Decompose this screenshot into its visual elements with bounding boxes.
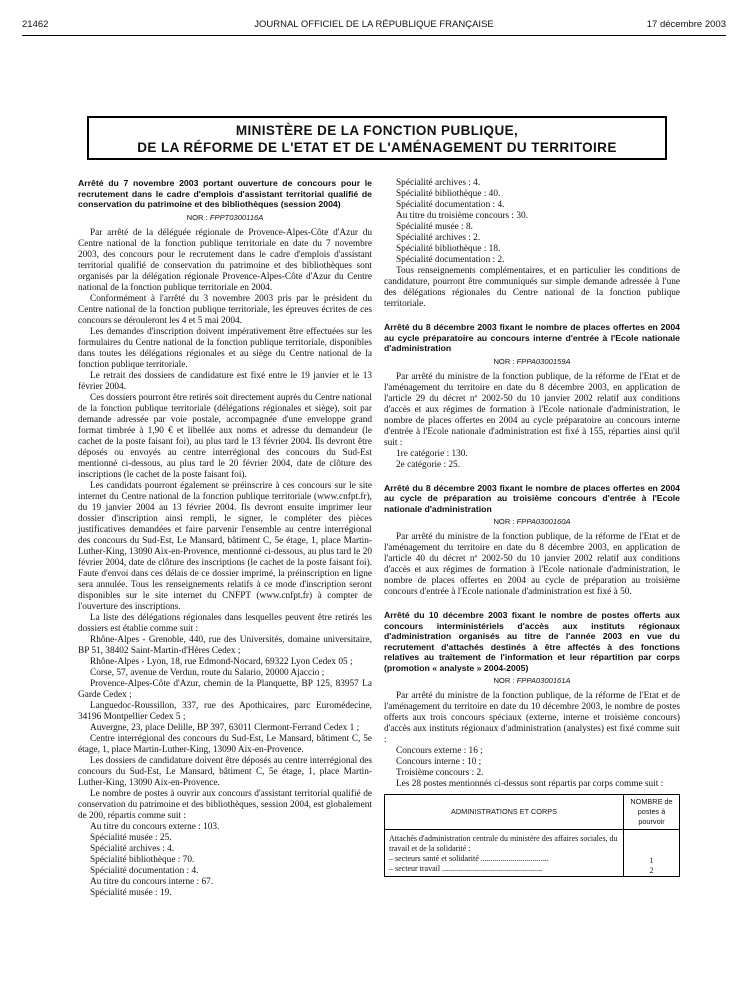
journal-title: JOURNAL OFFICIEL DE LA RÉPUBLIQUE FRANÇAISE [254,19,494,30]
nor-label: NOR : [186,212,210,222]
table-header-posts: NOMBRE de postes à pourvoir [624,795,680,830]
paragraph: Par arrêté du ministre de la fonction publique, de la réforme de l'Etat et de l'aménagement du territoire en date du 8 décembre 2003, en application de l'article 29 du décret nº 2002-50 du 10 janvier 2002 relatif aux conditions d'accès et aux régimes de formation à l'Ecole nationale d'administration, le nombre de places offertes en 2004 au cycle préparatoire au concours interne d'entrée à l'Ecole nationale d'administration est fixé à 155, réparties ainsi qu'il suit : [384,371,680,448]
paragraph: Tous renseignements complémentaires, et en particulier les conditions de candidature, pourront être communiqués sur simple demande adressée à l'une des délégations régionales du Centre national de la fonction publique territoriale. [384,266,680,309]
allocation-line: Spécialité archives : 4. [396,178,481,188]
paragraph: Par arrêté du ministre de la fonction publique, de la réforme de l'Etat et de l'aménagement du territoire en date du 10 décembre 2003, le nombre de postes offerts aux trois concours spéciaux (externe, interne et troisième concours) d'accès aux instituts régionaux d'administration (analystes) est fixé comme suit : [384,691,680,745]
table-cell-corps [385,830,624,877]
paragraph: Les 28 postes mentionnés ci-dessus sont répartis par corps comme suit : [396,779,664,789]
allocation-line: Spécialité bibliothèque : 18. [396,244,501,254]
article-title: Arrêté du 8 décembre 2003 fixant le nombre de places offertes en 2004 au cycle préparatoire au concours interne d'entrée à l'Ecole nationale d'administration [384,322,680,353]
allocation-line: Spécialité bibliothèque : 70. [90,854,195,865]
allocation-line: Spécialité musée : 8. [396,222,473,232]
paragraph: Par arrêté du ministre de la fonction publique, de la réforme de l'Etat et de l'aménagement du territoire en date du 8 décembre 2003, en application de l'article 40 du décret nº 2002-50 du 10 janvier 2002 relatif aux conditions d'accès et aux régimes de formation à l'Ecole nationale d'administration, le nombre de places offertes en 2004 au cycle de préparation au troisième concours d'entrée à l'Ecole nationale d'administration est fixé à 50. [384,532,680,597]
nor-reference [384,516,680,527]
row-intro: Attachés d'administration centrale du ministère des affaires sociales, du travail et de la solidarité : [389,834,618,853]
allocation-line: Spécialité archives : 2. [396,233,481,243]
paragraph: Le nombre de postes à ouvrir aux concours d'assistant territorial qualifié de conservation du patrimoine et des bibliothèques, session 2004, est globalement de 200, répartis comme suit : [78,788,372,821]
row-value: 1 [649,856,654,865]
paragraph: Corse, 57, avenue de Verdun, route du Salario, 20000 Ajaccio ; [90,667,325,678]
ministry-heading [87,116,667,160]
allocation-line: Spécialité documentation : 4. [90,865,199,876]
allocation-line: Au titre du troisième concours : 30. [396,211,528,221]
table-cell-count [624,830,680,877]
paragraph: Centre interrégional des concours du Sud-Est, Le Mansard, bâtiment C, 5e étage, 1, place Martin-Luther-King, 13090 Aix-en-Provence. [78,733,372,755]
allocation-line: Au titre du concours externe : 103. [90,821,220,832]
allocation-line: Au titre du concours interne : 67. [90,876,214,887]
ministry-line-1: MINISTÈRE DE LA FONCTION PUBLIQUE, [235,123,519,138]
nor-label: NOR : [493,676,517,685]
paragraph: La liste des délégations régionales dans lesquelles peuvent être retirés les dossiers est établie comme suit : [78,612,372,634]
nor-reference [384,675,680,686]
allocation-line: Spécialité documentation : 4. [396,200,505,210]
issue-date: 17 décembre 2003 [646,19,726,30]
header-rule [22,35,726,36]
nor-code: FPPT0300116A [209,212,264,222]
allocation-line: Spécialité archives : 4. [90,843,175,854]
nor-reference [78,212,372,223]
left-column [78,178,372,899]
allocation-line: Spécialité bibliothèque : 40. [396,189,501,199]
concours-line: Troisième concours : 2. [396,768,484,778]
paragraph: Rhône-Alpes - Grenoble, 440, rue des Universités, domaine universitaire, BP 51, 38402 Saint-Martin-d'Hères Cedex ; [78,634,372,656]
row-label: – secteurs santé et solidarité .................................. [389,854,549,863]
nor-label: NOR : [493,517,517,526]
paragraph: Provence-Alpes-Côte d'Azur, chemin de la Planquette, BP 125, 83957 La Garde Cedex ; [78,678,372,700]
paragraph: Rhône-Alpes - Lyon, 18, rue Edmond-Nocard, 69322 Lyon Cedex 05 ; [90,656,353,667]
row-value: 2 [649,866,654,875]
paragraph: Ces dossiers pourront être retirés soit directement auprès du Centre national de la fonction publique territoriale (délégations régionales et siège), soit par demande adressée par voie postale, accompagnée d'une enveloppe grand format timbrée à 1,90 € et libellée aux noms et adresse du demandeur (le cachet de la poste faisant foi), au plus tard le 13 février 2004. Ils devront être déposés ou envoyés au centre interrégional des concours du Sud-Est mentionné ci-dessous, au plus tard le 20 février 2004, date de clôture des inscriptions (le cachet de la poste faisant foi). [78,392,372,480]
nor-code: FPPA0300159A [516,356,571,366]
right-column [384,178,680,877]
paragraph: Les dossiers de candidature doivent être déposés au centre interrégional des concours du Sud-Est, Le Mansard, bâtiment C, 5e étage, 1, place Martin-Luther-King, 13090 Aix-en-Provence. [78,755,372,788]
paragraph: Par arrêté de la déléguée régionale de Provence-Alpes-Côte d'Azur du Centre national de la fonction publique territoriale en date du 7 novembre 2003, des concours pour le recrutement dans le cadre d'emplois d'assistant territorial qualifié de conservation du patrimoine et des bibliothèques sont organisés par la délégation régionale Provence-Alpes-Côte d'Azur du Centre national de la fonction publique territoriale en 2004. [78,227,372,293]
article-title: Arrêté du 7 novembre 2003 portant ouverture de concours pour le recrutement dans le cadre d'emplois d'assistant territorial qualifié de conservation du patrimoine et des bibliothèques (session 2004) [78,178,372,209]
article-title: Arrêté du 8 décembre 2003 fixant le nombre de places offertes en 2004 au cycle de préparation au troisième concours d'entrée à l'Ecole nationale d'administration [384,482,680,514]
page-header [22,19,726,33]
category-line: 1re catégorie : 130. [396,448,468,459]
category-line: 2e catégorie : 25. [396,459,461,470]
concours-line: Concours externe : 16 ; [396,746,483,756]
paragraph: Auvergne, 23, place Delille, BP 397, 63011 Clermont-Ferrand Cedex 1 ; [90,722,360,733]
allocation-line: Spécialité musée : 25. [90,832,172,843]
concours-line: Concours interne : 10 ; [396,757,482,767]
paragraph: Languedoc-Roussillon, 337, rue des Apothicaires, parc Euromédecine, 34196 Montpellier Cedex 5 ; [78,700,372,722]
table-row [385,830,680,877]
allocation-line: Spécialité musée : 19. [90,887,172,898]
paragraph: Les candidats pourront également se préinscrire à ces concours sur le site internet du Centre national de la fonction publique territoriale (www.cnfpt.fr), du 19 janvier 2004 au 13 février 2004. Ils devront ensuite imprimer leur dossier d'inscription ainsi rempli, le signer, le compléter des pièces justificatives demandées et faire parvenir l'ensemble au centre interrégional des concours du Sud-Est, Le Mansard, bâtiment C, 5e étage, 1, place Martin-Luther-King, 13090 Aix-en-Provence, mentionné ci-dessous, au plus tard le 20 février 2004, date de clôture des inscriptions (le cachet de la poste faisant foi). Faute d'envoi dans ces délais de ce dossier imprimé, la préinscription en ligne sera annulée. Tous les renseignements relatifs à ce mode d'inscription seront disponibles sur le site internet du CNFPT (www.cnfpt.fr) à compter de l'ouverture des inscriptions. [78,480,372,612]
ministry-line-2: DE LA RÉFORME DE L'ETAT ET DE L'AMÉNAGEMENT DU TERRITOIRE [137,140,617,155]
allocation-line: Spécialité documentation : 2. [396,255,505,265]
paragraph: Les demandes d'inscription doivent impérativement être effectuées sur les formulaires du Centre national de la fonction publique territoriale, disponibles dans toutes les délégations régionales et au siège du Centre national de la fonction publique territoriale. [78,326,372,370]
nor-label: NOR : [493,356,517,366]
nor-code: FPPA0300161A [516,676,571,685]
paragraph: Le retrait des dossiers de candidature est fixé entre le 19 janvier et le 13 février 2004. [78,370,372,392]
table-header-administrations: ADMINISTRATIONS ET CORPS [385,795,624,830]
posts-table [384,794,680,877]
row-label: – secteur travail .................................................. [389,864,543,873]
nor-code: FPPA0300160A [516,517,571,526]
paragraph: Conformément à l'arrêté du 3 novembre 2003 pris par le président du Centre national de la fonction publique territoriale, les épreuves écrites de ces concours se dérouleront les 4 et 5 mai 2004. [78,293,372,326]
nor-reference [384,356,680,367]
page-number: 21462 [22,19,49,30]
article-title: Arrêté du 10 décembre 2003 fixant le nombre de postes offerts aux concours interministériels d'accès aux instituts régionaux d'administration organisés au titre de l'année 2003 en vue du recrutement d'attachés destinés à être affectés à des fonctions relatives au traitement de l'information et leur répartition par corps (promotion « analyste » 2004-2005) [384,610,680,673]
